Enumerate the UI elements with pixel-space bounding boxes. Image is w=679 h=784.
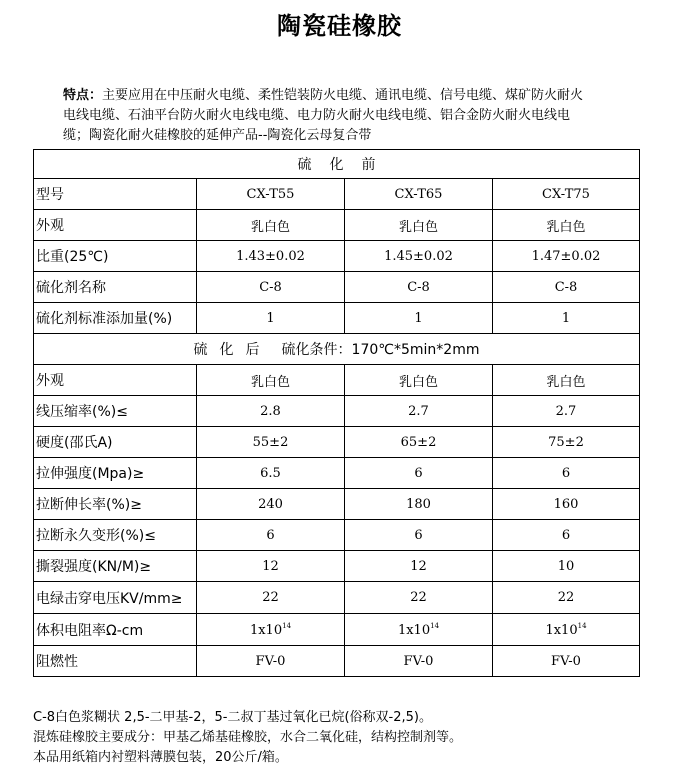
table-row [34,365,640,396]
cell-value [493,241,640,272]
row-label: 线压缩率(%)≤ [34,396,197,427]
cell-value [345,489,493,520]
cell-value [345,210,493,241]
value-text: 乳白色 [250,219,290,235]
note-curing-agent: C-8白色浆糊状 2,5-二甲基-2，5-二叔丁基过氧化已烷(俗称双-2,5)。 [33,710,432,725]
value-text: 22 [557,590,575,605]
value-text: FV-0 [551,653,581,669]
row-label: 型号 [34,179,197,210]
value-text: 22 [410,590,427,605]
cell-value [345,646,493,677]
cell-value [197,272,345,303]
value-text: 22 [262,590,279,605]
table-row [34,458,640,489]
value-text: 2.8 [260,403,281,419]
row-label: 硫化剂标准添加量(%) [34,303,197,334]
row-label: 外观 [34,210,197,241]
note-composition: 混炼硅橡胶主要成分：甲基乙烯基硅橡胶，水合二氧化硅，结构控制剂等。 [33,730,463,745]
cell-value [197,365,345,396]
section-before-vulcanization [34,150,640,179]
note-packaging: 本品用纸箱内衬塑料薄膜包装，20公斤/箱。 [33,750,288,765]
value-text: 6 [266,527,275,543]
cell-value [197,303,345,334]
section-after-label: 硫化后 [193,342,272,358]
row-label: 外观 [34,365,197,396]
cell-value [493,179,640,210]
row-label: 硬度(邵氏A) [34,427,197,458]
value-text: FV-0 [403,653,434,669]
value-text: 乳白色 [250,374,290,390]
value-text: C-8 [259,279,282,295]
cell-value [493,458,640,489]
cell-value [197,614,345,646]
cell-value [197,179,345,210]
cell-value [493,551,640,582]
value-text: 12 [410,558,427,574]
value-text: 乳白色 [546,219,586,235]
row-label: 阻燃性 [34,646,197,677]
value-text: 1.47±0.02 [531,248,601,264]
page-title: 陶瓷硅橡胶 [277,12,402,40]
table-row [34,520,640,551]
value-text: 160 [553,496,579,512]
cell-value [197,210,345,241]
features-text: 主要应用在中压耐火电缆、柔性铠装防火电缆、通讯电缆、信号电缆、煤矿防火耐火电线电缆、石油平台防火耐火电线电缆、电力防火耐火电线电缆、铝合金防火耐火电线电缆；陶瓷化耐火硅橡胶的延伸产品--陶瓷化云母复合带 [63,88,584,143]
exponent: 14 [430,621,440,630]
value-text: 1 [414,310,423,326]
cell-value [345,179,493,210]
table-row [34,272,640,303]
value-text: 1.43±0.02 [236,248,305,264]
cell-value [493,365,640,396]
exponent: 14 [282,621,292,630]
value-text: CX-T75 [542,186,590,202]
value-text: 乳白色 [398,374,438,390]
value-text: 2.7 [408,403,429,419]
cell-value [345,582,493,614]
cell-value [345,241,493,272]
table-row [34,646,640,677]
value-text: 6 [414,465,423,481]
value-text: 1 [561,310,571,326]
value-text: 2.7 [555,403,577,419]
row-label: 拉断伸长率(%)≥ [34,489,197,520]
cell-value [197,396,345,427]
table-row [34,551,640,582]
value-text: 55±2 [252,434,289,450]
value-text: 1.45±0.02 [384,248,453,264]
value-text: CX-T55 [246,186,295,202]
cell-value [493,582,640,614]
value-text: 1x10 [249,622,283,638]
cell-value [197,551,345,582]
value-text: 6 [414,527,423,543]
cell-value [493,427,640,458]
section-before-label: 硫化前 [297,157,394,173]
value-text: 6.5 [260,465,281,481]
value-text: 6 [561,465,571,481]
cell-value [493,646,640,677]
value-text: FV-0 [255,653,286,669]
section-row-before [34,150,640,179]
value-text: CX-T65 [394,186,443,202]
spec-table [33,149,640,677]
value-text: 1x10 [545,622,578,638]
value-text: C-8 [407,279,430,295]
cell-value [197,646,345,677]
notes [33,708,653,768]
value-text: 乳白色 [546,374,586,390]
value-text: C-8 [554,279,578,295]
features-label: 特点： [63,88,103,103]
cell-value [493,489,640,520]
section-row-after [34,334,640,365]
row-label: 硫化剂名称 [34,272,197,303]
table-row [34,582,640,614]
value-text: 240 [258,496,283,512]
cell-value [493,303,640,334]
value-text: 10 [557,558,575,574]
cell-value [197,427,345,458]
section-after-vulcanization [34,334,640,365]
row-label: 拉断永久变形(%)≤ [34,520,197,551]
value-text: 1 [266,310,275,326]
cell-value [345,551,493,582]
value-text: 12 [262,558,279,574]
cell-value [197,241,345,272]
cell-value [197,489,345,520]
vulcanization-condition: 硫化条件：170℃*5min*2mm [281,342,480,358]
value-text: 180 [406,496,431,512]
cell-value [197,458,345,489]
table-row [34,396,640,427]
cell-value [345,365,493,396]
table-row [34,179,640,210]
cell-value [493,272,640,303]
row-label: 电绿击穿电压KV/mm≥ [34,582,197,614]
value-text: 65±2 [400,434,437,450]
row-label: 拉伸强度(Mpa)≥ [34,458,197,489]
cell-value [345,458,493,489]
table-row [34,489,640,520]
table-row [34,427,640,458]
table-row [34,241,640,272]
table-row [34,210,640,241]
cell-value [345,272,493,303]
cell-value [345,303,493,334]
cell-value [197,520,345,551]
cell-value [493,396,640,427]
cell-value [493,520,640,551]
row-label: 体积电阻率Ω-cm [34,614,197,646]
cell-value [493,210,640,241]
cell-value [197,582,345,614]
value-text: 乳白色 [398,219,438,235]
value-text: 6 [561,527,571,543]
cell-value [493,614,640,646]
table-row [34,303,640,334]
cell-value [345,614,493,646]
value-text: 1x10 [397,622,431,638]
cell-value [345,427,493,458]
row-label: 比重(25℃) [34,241,197,272]
exponent: 14 [577,621,587,630]
features-paragraph [35,86,595,146]
value-text: 75±2 [548,434,584,450]
cell-value [345,520,493,551]
row-label: 撕裂强度(KN/M)≥ [34,551,197,582]
cell-value [345,396,493,427]
table-row [34,614,640,646]
